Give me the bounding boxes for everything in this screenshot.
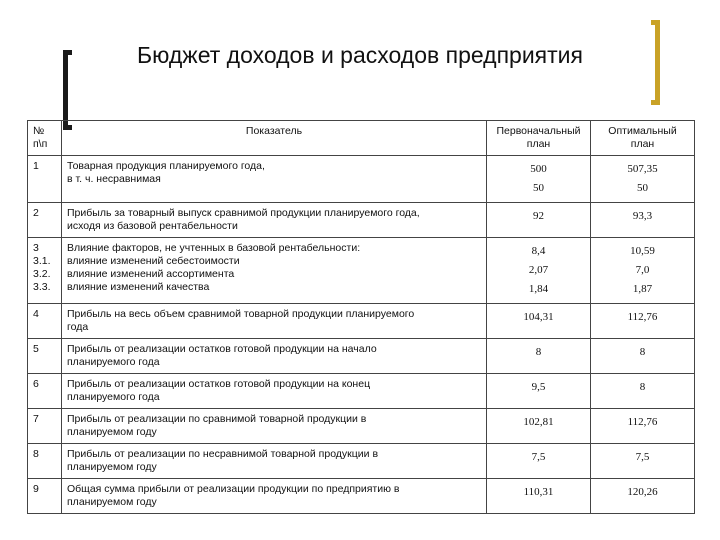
table-row	[28, 238, 695, 304]
table-row	[28, 203, 695, 238]
indicator-cell-line: Прибыль от реализации по несравнимой товарной продукции в	[67, 448, 379, 460]
header-initial-plan: Первоначальный план	[487, 121, 591, 156]
indicator-cell-line: планируемом году	[67, 461, 157, 473]
initial-plan-cell-line: 500	[530, 163, 547, 175]
indicator-cell	[62, 304, 487, 339]
row-number-cell-line: 3.1.	[33, 255, 51, 267]
row-number-cell	[28, 409, 62, 444]
indicator-cell	[62, 156, 487, 203]
indicator-cell	[62, 444, 487, 479]
optimal-plan-cell-line: 120,26	[627, 486, 658, 498]
table-row	[28, 304, 695, 339]
optimal-plan-cell-line: 50	[637, 182, 648, 194]
row-number-cell	[28, 339, 62, 374]
indicator-cell-line: Прибыль от реализации остатков готовой продукции на конец	[67, 378, 371, 390]
optimal-plan-cell-line: 507,35	[627, 163, 658, 175]
optimal-plan-cell	[591, 444, 695, 479]
optimal-plan-cell-line: 10,59	[630, 245, 655, 257]
indicator-cell-line: Общая сумма прибыли от реализации продукции по предприятию в	[67, 483, 400, 495]
optimal-plan-cell	[591, 479, 695, 514]
table-row	[28, 156, 695, 203]
optimal-plan-cell-line: 93,3	[632, 210, 653, 222]
optimal-plan-cell-line: 112,76	[627, 416, 658, 428]
initial-plan-cell	[487, 238, 591, 304]
indicator-cell-line: планируемом году	[67, 426, 157, 438]
indicator-cell-line: влияние изменений ассортимента	[67, 268, 235, 280]
indicator-cell-line: года	[67, 321, 89, 333]
right-bracket-decoration	[651, 20, 660, 105]
row-number-cell	[28, 203, 62, 238]
initial-plan-cell	[487, 374, 591, 409]
initial-plan-cell-line: 9,5	[531, 381, 546, 393]
row-number-cell-line: 1	[33, 160, 39, 172]
indicator-cell	[62, 479, 487, 514]
optimal-plan-cell-line: 7,0	[635, 264, 650, 276]
optimal-plan-cell-line: 7,5	[635, 451, 650, 463]
row-number-cell-line: 2	[33, 207, 39, 219]
row-number-cell-line: 3.3.	[33, 281, 51, 293]
row-number-cell-line: 3	[33, 242, 39, 254]
header-indicator: Показатель	[62, 121, 487, 156]
initial-plan-cell-line: 102,81	[523, 416, 554, 428]
header-optimal-plan: Оптимальный план	[591, 121, 695, 156]
optimal-plan-cell-line: 8	[639, 381, 646, 393]
optimal-plan-cell	[591, 304, 695, 339]
row-number-cell-line: 5	[33, 343, 39, 355]
indicator-cell-line: планируемого года	[67, 391, 160, 403]
initial-plan-cell-line: 1,84	[528, 283, 549, 295]
initial-plan-cell	[487, 203, 591, 238]
initial-plan-cell	[487, 479, 591, 514]
optimal-plan-cell	[591, 374, 695, 409]
row-number-cell	[28, 156, 62, 203]
indicator-cell-line: в т. ч. несравнимая	[67, 173, 161, 185]
row-number-cell	[28, 444, 62, 479]
optimal-plan-cell-line: 112,76	[627, 311, 658, 323]
left-bracket-decoration	[63, 50, 72, 130]
indicator-cell-line: Товарная продукция планируемого года,	[67, 160, 265, 172]
table-header-row	[28, 121, 695, 156]
indicator-cell-line: планируемом году	[67, 496, 157, 508]
budget-table	[27, 120, 695, 514]
row-number-cell-line: 9	[33, 483, 39, 495]
indicator-cell	[62, 238, 487, 304]
header-number: № п\п	[28, 121, 62, 156]
initial-plan-cell	[487, 444, 591, 479]
row-number-cell	[28, 374, 62, 409]
row-number-cell-line: 4	[33, 308, 39, 320]
optimal-plan-cell-line: 1,87	[632, 283, 653, 295]
optimal-plan-cell	[591, 409, 695, 444]
indicator-cell	[62, 339, 487, 374]
optimal-plan-cell	[591, 203, 695, 238]
indicator-cell-line: влияние изменений качества	[67, 281, 210, 293]
initial-plan-cell-line: 2,07	[528, 264, 549, 276]
row-number-cell-line: 8	[33, 448, 39, 460]
indicator-cell-line: Прибыль за товарный выпуск сравнимой продукции планируемого года,	[67, 207, 420, 219]
indicator-cell-line: Прибыль от реализации по сравнимой товарной продукции в	[67, 413, 367, 425]
table-row	[28, 444, 695, 479]
indicator-cell-line: влияние изменений себестоимости	[67, 255, 240, 267]
initial-plan-cell	[487, 156, 591, 203]
indicator-cell	[62, 203, 487, 238]
indicator-cell	[62, 374, 487, 409]
optimal-plan-cell-line: 8	[639, 346, 646, 358]
row-number-cell	[28, 304, 62, 339]
initial-plan-cell-line: 110,31	[523, 486, 554, 498]
indicator-cell-line: Прибыль от реализации остатков готовой продукции на начало	[67, 343, 377, 355]
optimal-plan-cell	[591, 339, 695, 374]
row-number-cell	[28, 238, 62, 304]
initial-plan-cell-line: 8	[535, 346, 542, 358]
initial-plan-cell	[487, 409, 591, 444]
indicator-cell-line: планируемого года	[67, 356, 160, 368]
initial-plan-cell-line: 8,4	[531, 245, 546, 257]
row-number-cell-line: 3.2.	[33, 268, 51, 280]
initial-plan-cell-line: 50	[533, 182, 544, 194]
table-row	[28, 479, 695, 514]
indicator-cell	[62, 409, 487, 444]
initial-plan-cell	[487, 304, 591, 339]
optimal-plan-cell	[591, 156, 695, 203]
row-number-cell	[28, 479, 62, 514]
initial-plan-cell	[487, 339, 591, 374]
table-row	[28, 339, 695, 374]
table-row	[28, 374, 695, 409]
initial-plan-cell-line: 7,5	[531, 451, 546, 463]
indicator-cell-line: Влияние факторов, не учтенных в базовой рентабельности:	[67, 242, 361, 254]
initial-plan-cell-line: 92	[533, 210, 544, 222]
initial-plan-cell-line: 104,31	[523, 311, 554, 323]
table-row	[28, 409, 695, 444]
page-title: Бюджет доходов и расходов предприятия	[137, 42, 583, 68]
optimal-plan-cell	[591, 238, 695, 304]
row-number-cell-line: 7	[33, 413, 39, 425]
indicator-cell-line: исходя из базовой рентабельности	[67, 220, 238, 232]
indicator-cell-line: Прибыль на весь объем сравнимой товарной продукции планируемого	[67, 308, 415, 320]
row-number-cell-line: 6	[33, 378, 39, 390]
